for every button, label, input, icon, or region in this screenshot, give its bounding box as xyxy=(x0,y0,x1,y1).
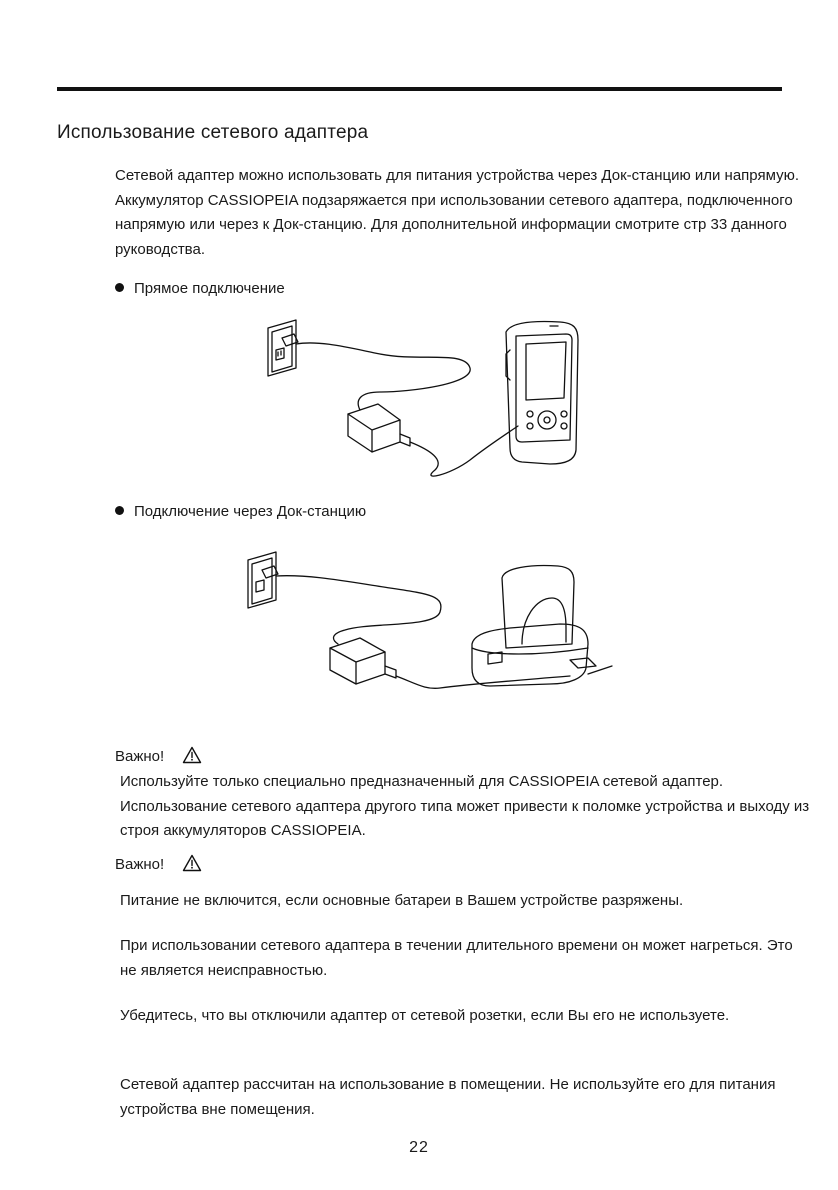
note-paragraph: Сетевой адаптер рассчитан на использование в помещении. Не используйте его для питания устройства вне помещения. xyxy=(120,1076,776,1118)
warning-paragraph: Используйте только специально предназначенный для CASSIOPEIA сетевой адаптер. Использование сетевого адаптера другого типа может привести к поломке устройства и выходу из строя аккумуляторов CASSIOPEIA. xyxy=(120,773,810,839)
docking-station xyxy=(472,566,612,687)
bullet-icon xyxy=(115,283,124,292)
note-paragraph: Питание не включится, если основные батареи в Вашем устройстве разряжены. xyxy=(120,892,684,909)
wall-outlet xyxy=(268,320,298,376)
bullet-icon xyxy=(115,506,124,515)
pda-device xyxy=(506,321,578,464)
bullet-direct-label: Прямое подключение xyxy=(134,280,285,297)
direct-connection-illustration xyxy=(260,310,590,485)
note-paragraph: Убедитесь, что вы отключили адаптер от сетевой розетки, если Вы его не используете. xyxy=(120,1007,730,1024)
warning-triangle-icon xyxy=(182,746,202,764)
important-heading-1 xyxy=(115,746,202,765)
warning-triangle-icon xyxy=(182,854,202,872)
ac-adapter xyxy=(348,404,410,452)
bullet-direct-connection xyxy=(115,280,285,297)
important-heading-2 xyxy=(115,854,202,873)
power-cord xyxy=(276,576,441,644)
intro-paragraph: Сетевой адаптер можно использовать для питания устройства через Док-станцию или напрямую. Аккумулятор CASSIOPEIA подзаряжается при использовании сетевого адаптера, подключенного напрямую или через к Док-станцию. Для дополнительной информации смотрите стр 33 данного руководства. xyxy=(115,167,799,258)
power-cord xyxy=(296,343,470,410)
page-number: 22 xyxy=(409,1139,429,1156)
ac-adapter xyxy=(330,638,396,684)
wall-outlet xyxy=(248,552,278,608)
bullet-dock-label: Подключение через Док-станцию xyxy=(134,503,367,520)
section-title: Использование сетевого адаптера xyxy=(57,122,369,143)
dc-cord xyxy=(396,676,570,688)
important-label: Важно! xyxy=(115,748,165,765)
bullet-dock-connection xyxy=(115,503,366,520)
note-paragraph: При использовании сетевого адаптера в течении длительного времени он может нагреться. Это не является неисправностью. xyxy=(120,937,793,979)
dock-connection-illustration xyxy=(240,548,620,698)
important-label: Важно! xyxy=(115,856,165,873)
top-rule xyxy=(57,87,782,91)
dc-cord xyxy=(410,426,518,476)
